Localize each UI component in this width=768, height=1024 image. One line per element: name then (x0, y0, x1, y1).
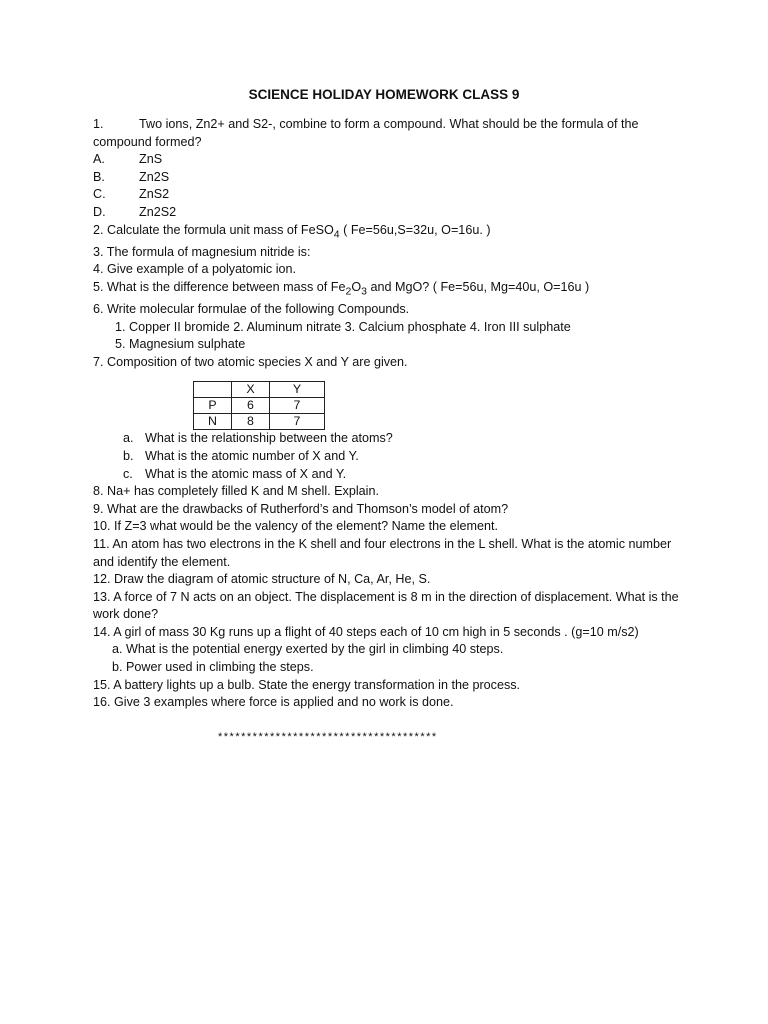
question-7: 7. Composition of two atomic species X and Y are given. (93, 354, 408, 369)
footer-stars: ************************************** (218, 731, 438, 743)
question-1-text: Two ions, Zn2+ and S2-, combine to form a compound. What should be the formula of the compound formed? (93, 117, 639, 149)
question-2: 2. Calculate the formula unit mass of FeSO$_4$ ( Fe=56u,S=32u, O=16u. ) (93, 222, 491, 241)
option-a: A. ZnS (93, 152, 163, 167)
question-14-part-b: b. Power used in climbing the steps. (112, 660, 314, 675)
question-5: 5. What is the difference between mass of $Fe_2O_3$ and MgO? ( Fe=56u, Mg=40u, O=16u ) (93, 279, 590, 298)
question-11: 11. An atom has two electrons in the K shell and four electrons in the L shell. What is the atomic number and identify the element. (93, 536, 672, 569)
table-row: P 6 7 (194, 398, 325, 414)
question-14-part-a: a. What is the potential energy exerted by the girl in climbing 40 steps. (112, 642, 504, 657)
question-12: 12. Draw the diagram of atomic structure of N, Ca, Ar, He, S. (93, 572, 431, 587)
question-6: 6. Write molecular formulae of the following Compounds. (93, 301, 410, 316)
question-13: 13. A force of 7 N acts on an object. The displacement is 8 m in the direction of displacement. What is the work done? (93, 589, 679, 622)
option-d: D. Zn2S2 (93, 204, 177, 219)
question-4: 4. Give example of a polyatomic ion. (93, 262, 297, 277)
question-7-sub-a: a. What is the relationship between the atoms? (123, 431, 393, 446)
question-15: 15. A battery lights up a bulb. State the energy transformation in the process. (93, 677, 521, 692)
document-title: SCIENCE HOLIDAY HOMEWORK CLASS 9 (248, 87, 520, 102)
question-16: 16. Give 3 examples where force is applied and no work is done. (93, 695, 454, 710)
question-14: 14. A girl of mass 30 Kg runs up a flight of 40 steps each of 10 cm high in 5 seconds . (g=10 m/s2) (93, 624, 639, 639)
question-10: 10. If Z=3 what would be the valency of the element? Name the element. (93, 519, 498, 534)
table-row: N 8 7 (194, 414, 325, 430)
table-header-row: X Y (194, 382, 325, 398)
option-b: B. Zn2S (93, 169, 170, 184)
question-7-sub-c: c. What is the atomic mass of X and Y. (123, 466, 347, 481)
question-1-number: 1. (93, 117, 104, 131)
option-c: C. ZnS2 (93, 187, 170, 202)
question-3: 3. The formula of magnesium nitride is: (93, 244, 311, 259)
question-6-compounds-line-2: 5. Magnesium sulphate (115, 337, 246, 352)
question-9: 9. What are the drawbacks of Rutherford’s and Thomson’s model of atom? (93, 501, 509, 516)
composition-table (193, 381, 325, 430)
question-1 (93, 116, 683, 151)
question-list (93, 116, 683, 712)
question-8: 8. Na+ has completely filled K and M shell. Explain. (93, 484, 379, 499)
question-6-compounds-line-1: 1. Copper II bromide 2. Aluminum nitrate 3. Calcium phosphate 4. Iron III sulphate (115, 319, 571, 334)
question-7-sub-b: b. What is the atomic number of X and Y. (123, 448, 359, 463)
